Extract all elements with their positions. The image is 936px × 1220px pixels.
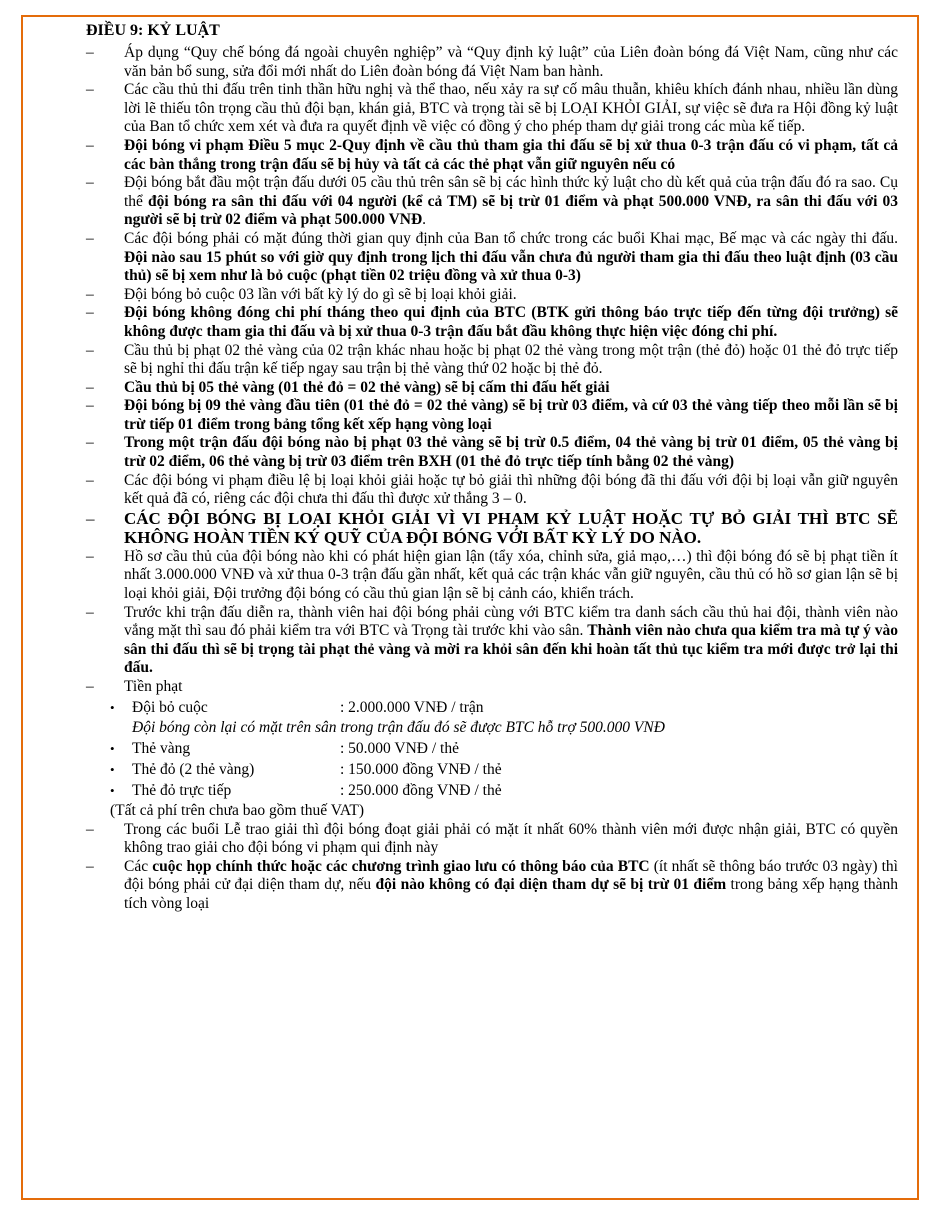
- rule-text-bold: cuộc họp chính thức hoặc các chương trình giao lưu có thông báo của BTC: [152, 857, 650, 875]
- rule-text-bold: Trong một trận đấu đội bóng nào bị phạt 03 thẻ vàng sẽ bị trừ 0.5 điểm, 04 thẻ vàng bị trừ 01 điểm, 05 thẻ vàng bị trừ 02 điểm, 06 thẻ vàng bị trừ 03 điểm trên BXH (01 thẻ đỏ trực tiếp tính bằng 02 thẻ vàng): [124, 434, 898, 471]
- rule-item: [86, 858, 898, 914]
- rule-text-bold: đội bóng ra sân thi đấu với 04 người (kể cả TM) sẽ bị trừ 01 điểm và phạt 500.000 VNĐ, ra sân thi đấu với 03 người sẽ bị trừ 02 điểm và phạt 500.000 VNĐ: [124, 192, 898, 229]
- rules-list: [86, 44, 898, 678]
- fine-note: Đội bóng còn lại có mặt trên sân trong trận đấu đó sẽ được BTC hỗ trợ 500.000 VNĐ: [132, 718, 665, 736]
- dash-marker: –: [86, 304, 94, 322]
- rule-text-bold: Đội bóng bị 09 thẻ vàng đầu tiên (01 thẻ đỏ = 02 thẻ vàng) sẽ bị trừ 03 điểm, và cứ 03 thẻ vàng tiếp theo mỗi lần sẽ bị trừ tiếp 01 điểm trong bảng tổng kết xếp hạng vòng loại: [124, 397, 898, 433]
- rule-item: [86, 44, 898, 81]
- rule-text: Các: [124, 857, 153, 875]
- rule-text-bold: Đội nào sau 15 phút so với giờ quy định trong lịch thi đấu vẫn chưa đủ người tham gia thi đấu theo luật định (03 cầu thủ) sẽ bị xem như là bỏ cuộc (phạt tiền 02 triệu đồng và xử thua 0-3): [124, 248, 898, 285]
- rule-item: [86, 304, 898, 341]
- fine-amount: : 2.000.000 VNĐ / trận: [340, 698, 484, 716]
- fine-amount: : 250.000 đồng VNĐ / thẻ: [340, 781, 502, 799]
- rule-text: Đội bóng bắt đầu một trận đấu dưới 05 cầu thủ trên sân sẽ bị các hình thức kỷ luật cho dù kết quả của trận đấu đó ra sao. Cụ thể: [124, 174, 898, 210]
- rule-item: [86, 434, 898, 471]
- dash-marker: –: [86, 81, 94, 99]
- rule-item: [86, 230, 898, 286]
- dash-marker: –: [86, 820, 94, 838]
- rule-text: Trước khi trận đấu diễn ra, thành viên hai đội bóng phải cùng với BTC kiểm tra danh sách cầu thủ hai đội, thành viên nào vắng mặt thì sau đó phải kiểm tra với BTC và Trọng tài trước khi vào sân.: [124, 603, 898, 640]
- rule-text: Các cầu thủ thi đấu trên tinh thần hữu nghị và thể thao, nếu xảy ra sự cố mâu thuẫn, khiêu khích đánh nhau, nhiều lần dùng lời lẽ thiếu tôn trọng cầu thủ đội bạn, khán giả, BTC và trọng tài sẽ bị LOẠI KHỎI GIẢI, sự việc sẽ đưa ra Hội đồng kỷ luật của Ban tổ chức xem xét và đưa ra quyết định về việc có đồng ý cho phép tham dự giải trong các mùa kế tiếp.: [124, 81, 898, 136]
- rule-item: [86, 472, 898, 509]
- dash-marker: –: [86, 434, 94, 452]
- fine-entry: [86, 780, 898, 801]
- rule-text-bold: Cầu thủ bị 05 thẻ vàng (01 thẻ đỏ = 02 thẻ vàng) sẽ bị cấm thi đấu hết giải: [124, 378, 610, 396]
- rule-text: Cầu thủ bị phạt 02 thẻ vàng của 02 trận khác nhau hoặc bị phạt 02 thẻ vàng trong một trận (thẻ đỏ) hoặc 01 thẻ đỏ trực tiếp sẽ bị nghỉ thi đấu trận kế tiếp ngay sau trận bị thẻ vàng thứ 02 hoặc bị thẻ đỏ.: [124, 341, 898, 378]
- dash-marker: –: [86, 229, 94, 247]
- fine-amount: : 50.000 VNĐ / thẻ: [340, 739, 459, 757]
- dash-marker: –: [86, 508, 95, 528]
- rule-item: [86, 286, 898, 305]
- fine-name: Đội bỏ cuộc: [132, 698, 208, 716]
- dash-marker: –: [86, 678, 94, 695]
- section-heading: ĐIỀU 9: KỶ LUẬT: [86, 22, 220, 39]
- fine-entry: [86, 697, 898, 718]
- rule-text-bold: đội nào không có đại diện tham dự sẽ bị trừ 01 điểm: [375, 876, 727, 894]
- rule-text: .: [422, 211, 427, 229]
- rule-item: [86, 342, 898, 379]
- dash-marker: –: [86, 603, 94, 621]
- rule-item: [86, 379, 898, 398]
- rule-item: [86, 509, 898, 548]
- rule-item: [86, 174, 898, 230]
- bullet-marker: •: [110, 699, 115, 715]
- fine-name: Thẻ đỏ trực tiếp: [132, 781, 232, 799]
- document-body: [86, 20, 898, 914]
- rule-text: Các đội bóng vi phạm điều lệ bị loại khỏi giải hoặc tự bỏ giải thì những đội bóng đã thi đấu với đội bị loại vẫn giữ nguyên kết quả đã có, riêng các đội chưa thi đấu thì được xử thắng 3 – 0.: [124, 471, 898, 508]
- rule-item: [86, 137, 898, 174]
- dash-marker: –: [86, 471, 94, 489]
- dash-marker: –: [86, 174, 94, 192]
- fines-item: [86, 678, 898, 697]
- dash-marker: –: [86, 857, 94, 875]
- bullet-marker: •: [110, 740, 115, 756]
- rule-text-bold: Thành viên nào chưa qua kiểm tra mà tự ý vào sân thi đấu thì sẽ bị trọng tài phạt thẻ vàng và mời ra khỏi sân đến khi hoàn tất thủ tục kiểm tra mới được trở lại thi đấu.: [124, 622, 898, 677]
- fines-list: [86, 697, 898, 821]
- fine-amount: : 150.000 đồng VNĐ / thẻ: [340, 760, 502, 778]
- rule-item: [86, 81, 898, 137]
- rule-item: [86, 604, 898, 678]
- fine-footer: (Tất cả phí trên chưa bao gồm thuế VAT): [110, 801, 365, 819]
- dash-marker: –: [86, 547, 94, 565]
- dash-marker: –: [86, 285, 94, 303]
- rule-text: Trong các buổi Lễ trao giải thì đội bóng đoạt giải phải có mặt ít nhất 60% thành viên mới được nhận giải, BTC có quyền không trao giải cho đội bóng vi phạm qui định này: [124, 820, 898, 857]
- rule-text-bold: Đội bóng không đóng chi phí tháng theo qui định của BTC (BTK gửi thông báo trực tiếp đến từng đội trưởng) sẽ không được tham gia thi đấu và bị xử thua 0-3 trận đấu bắt đầu không thực hiện việc đóng chi phí.: [124, 304, 898, 340]
- rule-text: Hồ sơ cầu thủ của đội bóng nào khi có phát hiện gian lận (tẩy xóa, chỉnh sửa, giả mạo,…) thì đội bóng đó sẽ bị phạt tiền ít nhất 3.000.000 VNĐ và xử thua 0-3 trận đấu gần nhất, kết quả các trận khác vẫn giữ nguyên, cầu thủ có hồ sơ gian lận sẽ bị loại khỏi giải, Đội trưởng đội bóng có cầu thủ gian lận sẽ bị cảnh cáo, khiển trách.: [124, 547, 898, 603]
- bullet-marker: •: [110, 761, 115, 777]
- fine-name: Thẻ vàng: [132, 739, 191, 757]
- rule-item: [86, 548, 898, 604]
- rule-item: [86, 821, 898, 858]
- fine-entry: [86, 759, 898, 780]
- rule-text: trong bảng xếp hạng thành tích vòng loại: [124, 876, 899, 912]
- rule-text: Áp dụng “Quy chế bóng đá ngoài chuyên nghiệp” và “Quy định kỷ luật” của Liên đoàn bóng đá Việt Nam, cũng như các văn bản bổ sung, sửa đổi mới nhất do Liên đoàn bóng đá Việt Nam ban hành.: [124, 44, 898, 80]
- bullet-marker: •: [110, 782, 115, 798]
- dash-marker: –: [86, 341, 94, 359]
- rule-item: [86, 397, 898, 434]
- rule-text: Các đội bóng phải có mặt đúng thời gian quy định của Ban tổ chức trong các buổi Khai mạc, Bế mạc và các ngày thi đấu.: [124, 229, 898, 247]
- rule-text: Đội bóng bỏ cuộc 03 lần với bất kỳ lý do gì sẽ bị loại khỏi giải.: [124, 285, 517, 303]
- fine-entry: [86, 738, 898, 759]
- fine-name: Thẻ đỏ (2 thẻ vàng): [132, 760, 255, 778]
- dash-marker: –: [86, 44, 94, 61]
- dash-marker: –: [86, 136, 94, 154]
- closing-rules-list: [86, 821, 898, 914]
- fines-label: Tiền phạt: [124, 678, 183, 695]
- dash-marker: –: [86, 397, 94, 415]
- rule-text-bold: Đội bóng vi phạm Điều 5 mục 2-Quy định về cầu thủ tham gia thi đấu sẽ bị xử thua 0-3 trận đấu có vi phạm, tất cả các bàn thắng trong trận đấu sẽ bị hủy và tất cả các thẻ phạt vẫn giữ nguyên nếu có: [124, 136, 898, 173]
- rule-text: (ít nhất sẽ thông báo trước 03 ngày) thì đội bóng phải cử đại diện tham dự, nếu: [124, 857, 898, 894]
- dash-marker: –: [86, 378, 94, 396]
- rule-text-bold: CÁC ĐỘI BÓNG BỊ LOẠI KHỎI GIẢI VÌ VI PHẠM KỶ LUẬT HOẶC TỰ BỎ GIẢI THÌ BTC SẼ KHÔNG HOÀN TIỀN KÝ QUỸ CỦA ĐỘI BÓNG VỚI BẤT KỲ LÝ DO NÀO.: [124, 508, 898, 548]
